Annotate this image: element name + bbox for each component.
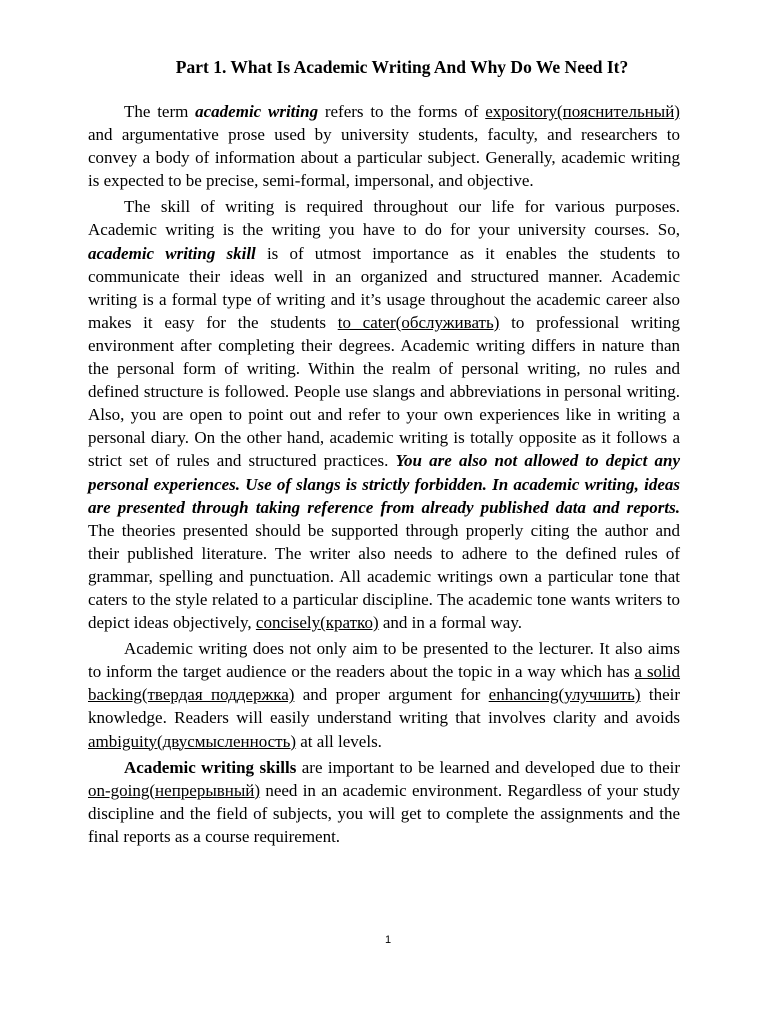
p1-term-academic-writing: academic writing (195, 102, 319, 121)
page-title: Part 1. What Is Academic Writing And Why Do We Need It? (175, 57, 629, 77)
p3-term-ambiguity: ambiguity(двусмысленность) (88, 731, 297, 751)
p2-text-g: The theories presented should be supported through properly citing the author and their published literature. The writer also needs to adhere to the defined rules of grammar, spelling and punctuation. All academic writings own a particular tone that caters to the style related to a particular discipline. The academic tone wants writers to depict ideas objectively, (88, 520, 680, 633)
p2-term-to-cater: to cater(обслуживать) (337, 312, 500, 332)
p4-term-on-going: on-going(непрерывный) (88, 780, 261, 800)
p3-text-e: their knowledge. Readers will easily understand writing that involves clarity and avoids (88, 685, 680, 728)
p4-text-d: need in an academic environment. Regardless of your study discipline and the field of subjects, you will get to complete the assignments and the final reports as a course requirement. (88, 780, 680, 846)
page-number: 1 (384, 934, 392, 946)
p2-emphasis-rules: You are also not allowed to depict any personal experiences. Use of slangs is strictly forbidden. In academic writing, ideas are presented through taking reference from already published data and reports. (88, 451, 680, 517)
p4-text-b: are important to be learned and developed due to their (296, 757, 681, 777)
p2-text-e: to professional writing environment after completing their degrees. Academic writing differs in nature than the personal form of writing. Within the realm of personal writing, no rules and defined structure is followed. People use slangs and abbreviations in personal writing. Also, you are open to point out and refer to your own experiences like in writing a personal diary. On the other hand, academic writing is totally opposite as it follows a strict set of rules and structured practices. (88, 312, 680, 471)
p3-text-g: at all levels. (296, 731, 382, 751)
p2-term-concisely: concisely(кратко) (255, 613, 379, 633)
p3-text-c: and proper argument for (294, 685, 489, 705)
p1-term-expository: expository(пояснительный) (485, 102, 680, 121)
p1-text-c: refers to the forms of (318, 102, 486, 121)
paragraph-2 (88, 195, 680, 634)
p4-term-academic-writing-skills: Academic writing skills (124, 757, 297, 777)
p2-text-c: is of utmost importance as it enables the students to communicate their ideas well in an organized and structured manner. Academic writing is a formal type of writing and it’s usage throughout the academic career also makes it easy for the students (88, 243, 680, 332)
p3-term-solid-backing: a solid backing(твердая поддержка) (88, 662, 681, 705)
document-body (88, 100, 680, 848)
p1-text-a: The term (124, 102, 196, 121)
paragraph-3 (88, 637, 680, 752)
p1-text-e: and argumentative prose used by university students, faculty, and researchers to convey a body of information about a particular subject. Generally, academic writing is expected to be precise, semi-formal, impersonal, and objective. (88, 125, 680, 191)
p3-term-enhancing: enhancing(улучшить) (488, 685, 641, 705)
paragraph-1 (88, 100, 680, 192)
p2-text-i: and in a formal way. (378, 613, 522, 633)
p2-term-academic-writing-skill: academic writing skill (88, 243, 256, 263)
p3-text-a: Academic writing does not only aim to be presented to the lecturer. It also aims to inform the target audience or the readers about the topic in a way which has (88, 639, 680, 682)
p2-text-a: The skill of writing is required throughout our life for various purposes. Academic writing is the writing you have to do for your university courses. So, (88, 197, 680, 240)
paragraph-4 (88, 756, 680, 848)
